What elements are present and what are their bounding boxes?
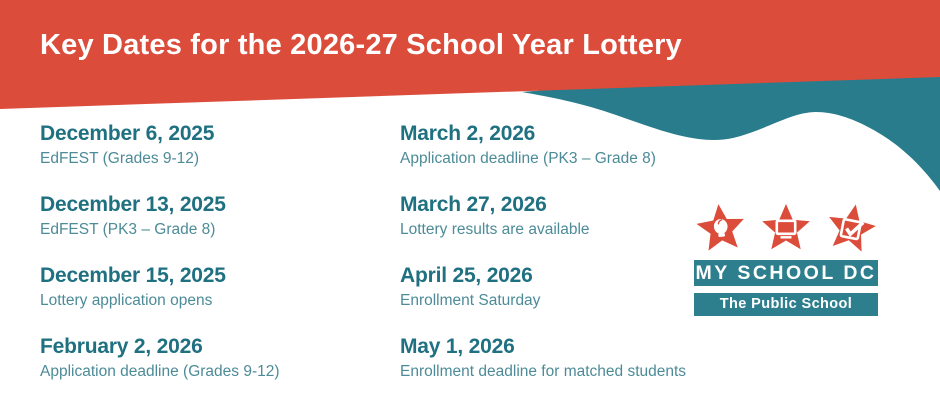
- logo-name: MY SCHOOL DC: [695, 262, 877, 284]
- logo-tagline: The Public School Lottery: [694, 293, 878, 316]
- event-description: Lottery results are available: [400, 221, 590, 238]
- dates-column-left: [40, 122, 400, 406]
- event-date: April 25, 2026: [400, 264, 533, 287]
- event-date: March 2, 2026: [400, 122, 536, 145]
- event-description: Application deadline (Grades 9-12): [40, 363, 280, 380]
- event-date: December 6, 2025: [40, 122, 215, 145]
- event-description: EdFEST (Grades 9-12): [40, 150, 200, 167]
- event-date: May 1, 2026: [400, 335, 515, 358]
- event-item: [40, 264, 400, 310]
- event-description: EdFEST (PK3 – Grade 8): [40, 221, 216, 238]
- event-date: December 15, 2025: [40, 264, 226, 287]
- event-date: December 13, 2025: [40, 193, 226, 216]
- event-item: [40, 122, 400, 168]
- event-item: [400, 264, 700, 310]
- logo-stars: [694, 203, 878, 255]
- event-date: February 2, 2026: [40, 335, 203, 358]
- key-dates-list: [40, 122, 700, 406]
- monitor-star-icon: [760, 203, 812, 255]
- event-item: [40, 193, 400, 239]
- event-item: [400, 193, 700, 239]
- event-description: Enrollment Saturday: [400, 292, 541, 309]
- page-title: Key Dates for the 2026-27 School Year Lottery: [40, 29, 682, 61]
- event-description: Lottery application opens: [40, 292, 213, 309]
- dates-column-right: [400, 122, 700, 406]
- event-item: [400, 335, 700, 381]
- checkbox-star-icon: [821, 199, 882, 260]
- event-item: [40, 335, 400, 381]
- event-description: Application deadline (PK3 – Grade 8): [400, 150, 656, 167]
- event-description: Enrollment deadline for matched students: [400, 363, 687, 380]
- lightbulb-star-icon: [692, 200, 749, 257]
- event-item: [400, 122, 700, 168]
- my-school-dc-logo: [694, 203, 878, 335]
- event-date: March 27, 2026: [400, 193, 547, 216]
